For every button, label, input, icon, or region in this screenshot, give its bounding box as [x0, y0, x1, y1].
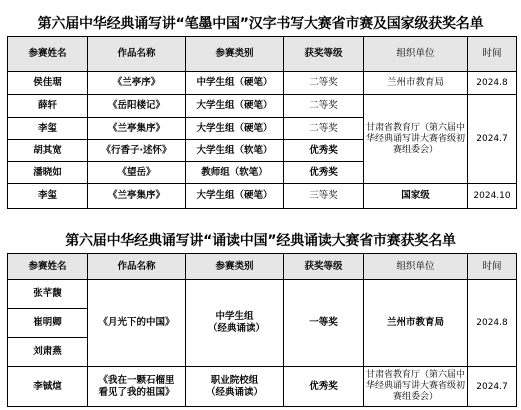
cell-name: 张芊馥	[8, 280, 88, 309]
cell-org: 甘肃省教育厅（第六届中华经典诵写讲大赛省级初赛组委会）	[364, 95, 468, 184]
table2-title: 第六届中华经典诵写讲“诵读中国”经典诵读大赛省市赛获奖名单	[65, 233, 456, 249]
award-table-calligraphy	[7, 36, 517, 209]
table-row	[8, 95, 517, 118]
header-time: 时间	[468, 37, 517, 72]
cell-award: 一等奖	[284, 280, 364, 367]
header-category: 参赛类别	[186, 254, 284, 280]
cell-category: 大学生组（软笔）	[186, 140, 284, 162]
table-row	[8, 367, 517, 407]
header-org: 组织单位	[364, 37, 468, 72]
cell-work: 《望岳》	[88, 162, 186, 184]
award-table-recitation	[7, 253, 517, 407]
cell-work: 《兰亭集序》	[88, 184, 186, 209]
header-time: 时间	[468, 254, 517, 280]
cell-award: 三等奖	[284, 184, 364, 209]
cell-org: 国家级	[364, 184, 468, 209]
cell-category: 大学生组（硬笔）	[186, 95, 284, 118]
cell-time: 2024.8	[468, 72, 517, 95]
cell-category: 大学生组（硬笔）	[186, 184, 284, 209]
cell-category: 职业院校组（经典诵读）	[186, 367, 284, 407]
table-header-row	[8, 254, 517, 280]
header-work: 作品名称	[88, 254, 186, 280]
cell-time: 2024.8	[468, 280, 517, 367]
cell-award: 优秀奖	[284, 162, 364, 184]
table-row	[8, 280, 517, 309]
cell-work: 《兰亭序》	[88, 72, 186, 95]
cell-work: 《兰亭集序》	[88, 118, 186, 140]
cell-category: 中学生组（硬笔）	[186, 72, 284, 95]
cell-award: 优秀奖	[284, 140, 364, 162]
cell-name: 潘晓如	[8, 162, 88, 184]
table-header-row	[8, 37, 517, 72]
header-name: 参赛姓名	[8, 37, 88, 72]
cell-name: 薛轩	[8, 95, 88, 118]
cell-work: 《行香子·述怀》	[88, 140, 186, 162]
table1-title: 第六届中华经典诵写讲“笔墨中国”汉字书写大赛省市赛及国家级获奖名单	[37, 16, 484, 32]
cell-time: 2024.10	[468, 184, 517, 209]
header-award: 获奖等级	[284, 254, 364, 280]
cell-name: 刘肃燕	[8, 338, 88, 367]
header-work: 作品名称	[88, 37, 186, 72]
cell-name: 李玺	[8, 118, 88, 140]
cell-name: 李玺	[8, 184, 88, 209]
cell-name: 胡其宽	[8, 140, 88, 162]
cell-time: 2024.7	[468, 367, 517, 407]
header-org: 组织单位	[364, 254, 468, 280]
cell-name: 李铖煊	[8, 367, 88, 407]
cell-category: 教师组（软笔）	[186, 162, 284, 184]
cell-org: 兰州市教育局	[364, 280, 468, 367]
cell-award: 二等奖	[284, 72, 364, 95]
cell-work: 《我在一颗石榴里看见了我的祖国》	[88, 367, 186, 407]
header-name: 参赛姓名	[8, 254, 88, 280]
cell-org: 甘肃省教育厅（第六届中华经典诵写讲大赛省级初赛组委会）	[364, 367, 468, 407]
table-row	[8, 184, 517, 209]
cell-work: 《岳阳楼记》	[88, 95, 186, 118]
cell-time: 2024.7	[468, 95, 517, 184]
cell-award: 二等奖	[284, 95, 364, 118]
cell-category: 大学生组（硬笔）	[186, 118, 284, 140]
cell-work: 《月光下的中国》	[88, 280, 186, 367]
cell-award: 二等奖	[284, 118, 364, 140]
cell-name: 崔明卿	[8, 309, 88, 338]
cell-org: 兰州市教育局	[364, 72, 468, 95]
header-award: 获奖等级	[284, 37, 364, 72]
cell-category: 中学生组（经典诵读）	[186, 280, 284, 367]
table-row	[8, 72, 517, 95]
cell-name: 侯佳琚	[8, 72, 88, 95]
cell-award: 优秀奖	[284, 367, 364, 407]
header-category: 参赛类别	[186, 37, 284, 72]
